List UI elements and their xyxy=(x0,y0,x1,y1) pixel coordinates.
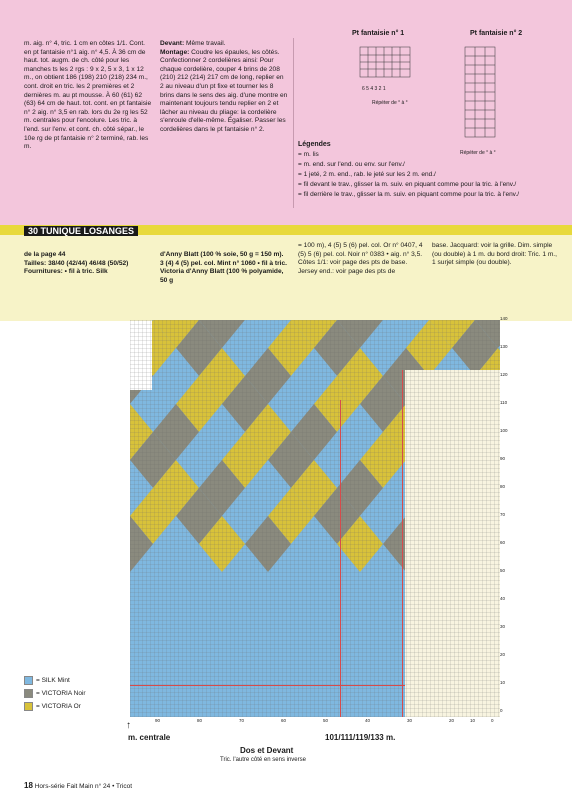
col-label: 40 xyxy=(365,718,371,723)
legend-line: = m. lis xyxy=(298,151,319,158)
legend-line: = 1 jeté, 2 m. end., rab. le jeté sur les 2 m. end./ xyxy=(298,171,436,178)
section-col4: base. Jacquard: voir la grille. Dim. simple (ou double) à 1 m. du bord droit: Tric. 1 m., 1 surjet simple (ou double). xyxy=(432,242,557,267)
chart-legend-silk xyxy=(24,676,70,685)
section-title: 30 TUNIQUE LOSANGES xyxy=(24,226,138,236)
row-label: 130 xyxy=(500,344,508,349)
col-label: 20 xyxy=(449,718,455,723)
legendes-block xyxy=(298,140,566,200)
legend-line: = fil devant le trav., glisser la m. suiv. en piquant comme pour la tric. à l'env./ xyxy=(298,181,517,188)
section-col2: d'Anny Blatt (100 % soie, 50 g = 150 m). 3 (4) 4 (5) pel. col. Mint n° 1060 • fil à tric. Victoria d'Anny Blatt (100 % polyamide, 50 g xyxy=(160,251,287,284)
section-sizes: Tailles: 38/40 (42/44) 46/48 (50/52) xyxy=(24,259,129,267)
col-label: 60 xyxy=(281,718,287,723)
legendes-title: Légendes xyxy=(298,141,331,148)
section-page-ref: de la page 44 xyxy=(24,251,66,258)
swatch-blue xyxy=(24,676,33,685)
row-label: 10 xyxy=(500,680,506,685)
col-label: 10 xyxy=(470,718,476,723)
chart-legend-label: = VICTORIA Noir xyxy=(36,690,86,697)
pt2-chart xyxy=(455,45,515,145)
chart-legend-or xyxy=(24,702,81,711)
chart-legend-label: = SILK Mint xyxy=(36,677,70,684)
legend-line: = fil derrière le trav., glisser la m. suiv. en piquant comme pour la tric. à l'env./ xyxy=(298,191,520,198)
pt1-repeat: Répéter de ° à ° xyxy=(372,100,408,106)
section-col1 xyxy=(24,251,154,277)
col-label: 50 xyxy=(323,718,329,723)
m-centrale: m. centrale xyxy=(128,733,171,742)
jacquard-chart xyxy=(130,320,515,720)
col-label: 70 xyxy=(239,718,245,723)
m-centrale-arrow: ↑ xyxy=(126,720,131,731)
row-label: 120 xyxy=(500,372,508,377)
pt2-title: Pt fantaisie n° 2 xyxy=(470,30,523,37)
swatch-grey xyxy=(24,689,33,698)
footer xyxy=(24,781,132,790)
section-supplies: Fournitures: • fil à tric. Silk xyxy=(24,268,108,276)
row-label: 30 xyxy=(500,624,506,629)
chart-legend-label: = VICTORIA Or xyxy=(36,703,81,710)
pt2-repeat: Répéter de ° à ° xyxy=(460,150,496,156)
row-label: 50 xyxy=(500,568,506,573)
row-label: 100 xyxy=(500,428,508,433)
col-label: 30 xyxy=(407,718,413,723)
pt1-numbers: 6 5 4 3 2 1 xyxy=(362,86,386,92)
legend-line: = m. end. sur l'end. ou env. sur l'env./ xyxy=(298,161,405,168)
row-label: 40 xyxy=(500,596,506,601)
pt1-chart xyxy=(355,45,415,90)
montage-text: Coudre les épaules, les côtés. Confectionner 2 cordelières ainsi: Pour chaque cordelière, couper 4 brins de 208 (210) 212 (214) 217 cm de long, replier en 2 au niveau d'un pt fixe et tourner les 8 brins dans le sens des aig. d'une montre en maintenant toujours tendu replier en 2 et lâcher au niveau du pliage: la cordelière s'enroule d'elle-même. Égaliser. Passer les cordelières dans le pt fantaisie n° 2. xyxy=(160,48,288,133)
chart-legend-noir xyxy=(24,689,86,698)
section-col3: = 100 m), 4 (5) 5 (6) pel. col. Or n° 0407, 4 (5) 5 (6) pel. col. Noir n° 0383 • aig. n° 3,5. Côtes 1/1: voir page des pts de base. Jersey end.: voir page des pts de xyxy=(298,242,423,275)
swatch-gold xyxy=(24,702,33,711)
row-label: 80 xyxy=(500,484,506,489)
row-label: 110 xyxy=(500,400,508,405)
page-number: 18 xyxy=(24,781,33,790)
instructions-col2 xyxy=(160,40,288,135)
col-label: 80 xyxy=(197,718,203,723)
instructions-col1: m. aig. n° 4, tric. 1 cm en côtes 1/1. Cont. en pt fantaisie n°1 aig. n° 4,5. À 36 cm de haut. tot. augm. de ch. côté pour les manches ts les 2 rgs : 9 x 2, 5 x 3, 1 x 12 m., on obtient 186 (198) 210 (218) 234 m., cont. droit en tric. les 2 premières et 2 dernières m. au pt mousse. À 60 (61) 62 (63) 64 cm de haut. tot. cont. en pt fantaisie n° 2 aig. n° 3,5 en rab. lors du 2e rg les 52 m. centrales pour l'encolure. Les tric. à l'end. sur l'env. et cont. ch. côté sépar., le 10e rg de pt fantaisie n° 2 terminé, rab. les m. xyxy=(24,40,152,151)
row-label: 70 xyxy=(500,512,506,517)
dos-sub: Tric. l'autre côté en sens inverse xyxy=(220,757,306,763)
row-label: 140 xyxy=(500,316,508,321)
sizes-label: 101/111/119/133 m. xyxy=(325,733,396,742)
column-divider xyxy=(293,38,294,208)
dos-title: Dos et Devant xyxy=(240,746,294,755)
row-label: 0 xyxy=(500,708,503,713)
montage-label: Montage: xyxy=(160,48,190,56)
devant-label: Devant: xyxy=(160,40,185,47)
col-label: 0 xyxy=(491,718,494,723)
row-label: 90 xyxy=(500,456,506,461)
footer-text: Hors-série Fait Main n° 24 • Tricot xyxy=(34,783,133,790)
devant-text: Même travail. xyxy=(184,40,226,47)
pt1-title: Pt fantaisie n° 1 xyxy=(352,30,405,37)
row-label: 20 xyxy=(500,652,506,657)
row-label: 60 xyxy=(500,540,506,545)
col-label: 90 xyxy=(155,718,161,723)
